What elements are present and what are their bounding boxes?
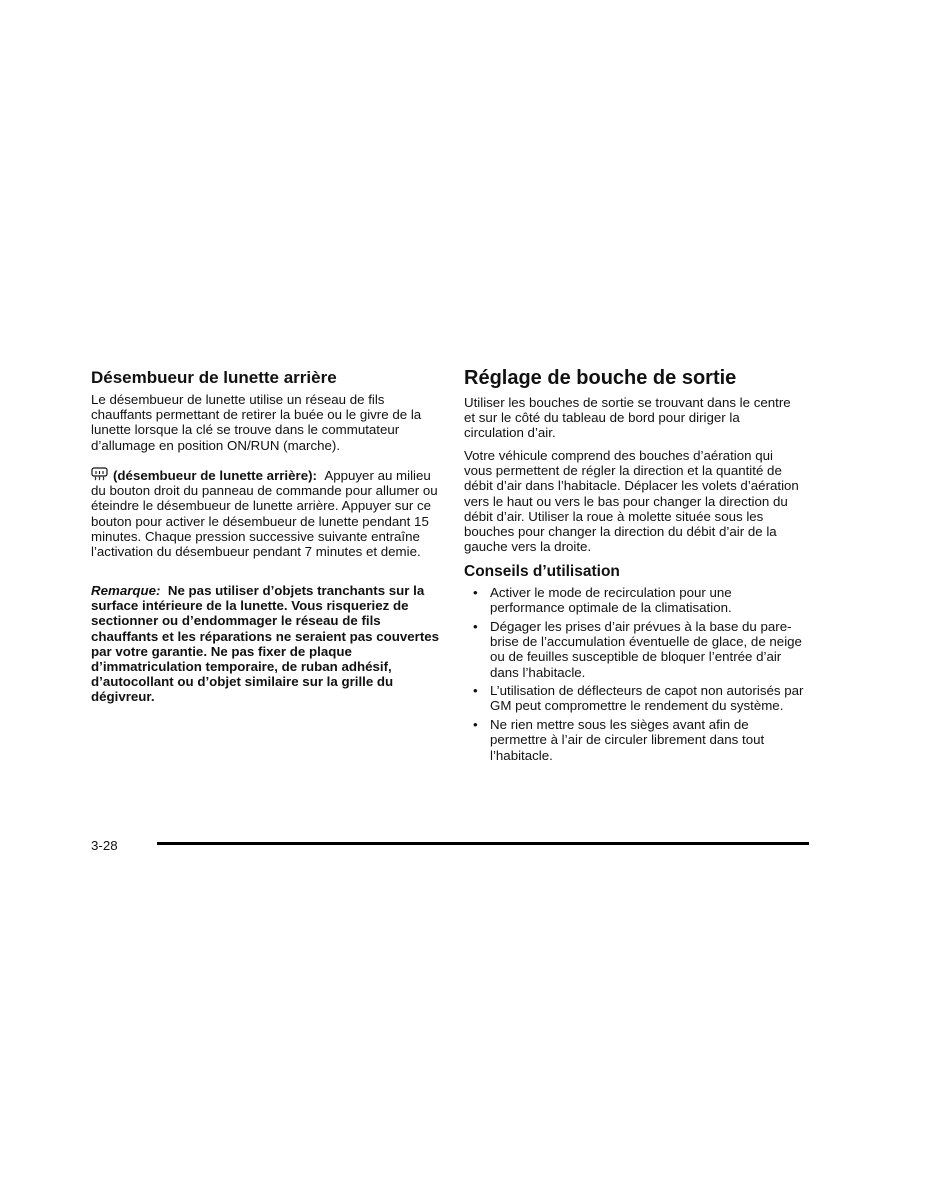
list-item: • L’utilisation de déflecteurs de capot non autorisés par GM peut compromettre le rendement du système. xyxy=(464,683,809,713)
page-number: 3-28 xyxy=(91,838,118,853)
list-item: • Activer le mode de recirculation pour une performance optimale de la climatisation. xyxy=(464,585,809,615)
outlet-paragraph-1: Utiliser les bouches de sortie se trouvant dans le centre et sur le côté du tableau de bord pour diriger la circulation d’air. xyxy=(464,395,791,441)
footer-rule xyxy=(157,842,809,845)
list-item: • Ne rien mettre sous les sièges avant afin de permettre à l’air de circuler librement dans tout l’habitacle. xyxy=(464,717,809,763)
defogger-button-description xyxy=(91,467,441,559)
rear-defogger-icon xyxy=(91,467,109,483)
defogger-button-text: Appuyer au milieu du bouton droit du panneau de commande pour allumer ou éteindre le désembueur de lunette arrière. Appuyer sur ce bouton pour activer le désembueur de lunette pendant 15 minutes. Chaque pression successive suivante entraîne l’activation du désembueur pendant 7 minutes et demie. xyxy=(91,468,438,560)
section-heading-rear-defogger: Désembueur de lunette arrière xyxy=(91,368,337,387)
usage-tips-list xyxy=(464,585,809,766)
list-item: • Dégager les prises d’air prévues à la base du pare-brise de l’accumulation éventuelle de glace, de neige ou de feuilles susceptible de bloquer l’entrée d’air dans l’habitacle. xyxy=(464,619,809,680)
defogger-button-label: (désembueur de lunette arrière): xyxy=(113,468,317,483)
note-text: Ne pas utiliser d’objets tranchants sur la surface intérieure de la lunette. Vous risqueriez de sectionner ou d’endommager le réseau de fils chauffants et les réparations ne seraient pas couvertes par votre garantie. Ne pas fixer de plaque d’immatriculation temporaire, de ruban adhésif, d’autocollant ou d’objet similaire sur la grille du dégivreur. xyxy=(91,583,440,705)
section-heading-outlet-adjustment: Réglage de bouche de sortie xyxy=(464,367,737,389)
defogger-intro: Le désembueur de lunette utilise un réseau de fils chauffants permettant de retirer la buée ou le givre de la lunette lorsque la clé se trouve dans le commutateur d’allumage en position ON/RUN (marche). xyxy=(91,392,422,453)
note-label: Remarque: xyxy=(91,583,161,598)
outlet-paragraph-2: Votre véhicule comprend des bouches d’aération qui vous permettent de régler la direction et la quantité de débit d’air dans l’habitacle. Déplacer les volets d’aération vers le haut ou vers le bas pour changer la direction du débit d’air. Utiliser la roue à molette située sous les bouches pour changer la direction du débit d’air de la gauche vers la droite. xyxy=(464,448,799,555)
subheading-usage-tips: Conseils d’utilisation xyxy=(464,563,620,580)
defogger-note xyxy=(91,583,441,705)
